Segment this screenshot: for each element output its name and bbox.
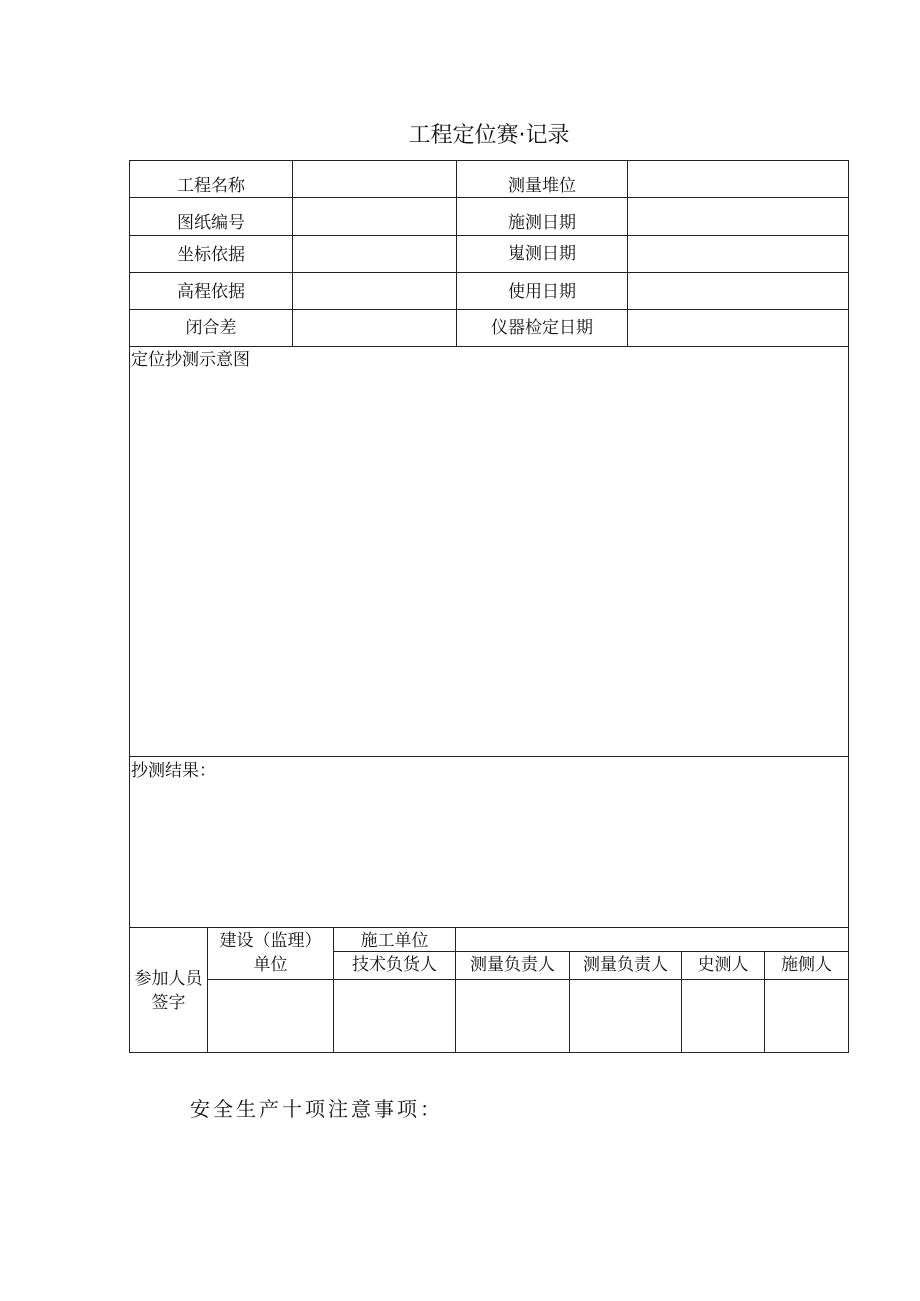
section-divider <box>129 756 849 757</box>
role-header: 史测人 <box>697 955 749 975</box>
participants-row-label: 签字 <box>151 993 186 1013</box>
info-label-right: 使用日期 <box>508 282 576 302</box>
info-label-left: 坐标依据 <box>177 245 245 265</box>
info-label-right: 嵬测日期 <box>508 244 576 264</box>
footer-note: 安全生产十项注意事项： <box>190 1097 443 1121</box>
participants-row-label: 参加人员 <box>134 969 203 989</box>
client-unit-header: 建设（监理） <box>219 931 322 951</box>
sketch-label: 定位抄测示意图 <box>131 350 250 370</box>
contractor-header: 施工单位 <box>360 931 429 951</box>
info-label-right: 测量堆位 <box>508 176 576 196</box>
participants-col-divider <box>455 927 456 1052</box>
info-row-divider <box>129 235 849 236</box>
role-header: 技术负货人 <box>352 955 437 975</box>
participants-row-divider <box>333 951 849 952</box>
role-header: 测量负责人 <box>470 955 555 975</box>
info-label-left: 工程名称 <box>177 176 245 196</box>
section-divider <box>129 927 849 928</box>
info-label-left: 高程依据 <box>177 282 245 302</box>
info-label-right: 仪器检定日期 <box>491 318 593 338</box>
role-header: 测量负责人 <box>583 955 668 975</box>
role-header: 施侧人 <box>781 955 832 975</box>
info-row-divider <box>129 197 849 198</box>
participants-row-divider <box>207 979 849 980</box>
client-unit-header: 单位 <box>253 955 288 975</box>
info-col-divider <box>627 160 628 346</box>
info-row-divider <box>129 309 849 310</box>
info-label-left: 闭合差 <box>185 318 237 338</box>
form-border-bottom <box>129 1052 849 1053</box>
form-border-right <box>848 160 849 1052</box>
info-row-divider <box>129 272 849 273</box>
page-title: 工程定位赛·记录 <box>408 123 570 148</box>
info-label-right: 施测日期 <box>508 213 576 233</box>
info-col-divider <box>292 160 293 346</box>
result-label: 抄测结果： <box>131 761 216 781</box>
info-label-left: 图纸编号 <box>177 213 245 233</box>
info-row-divider <box>129 346 849 347</box>
form-border-top <box>129 160 849 161</box>
